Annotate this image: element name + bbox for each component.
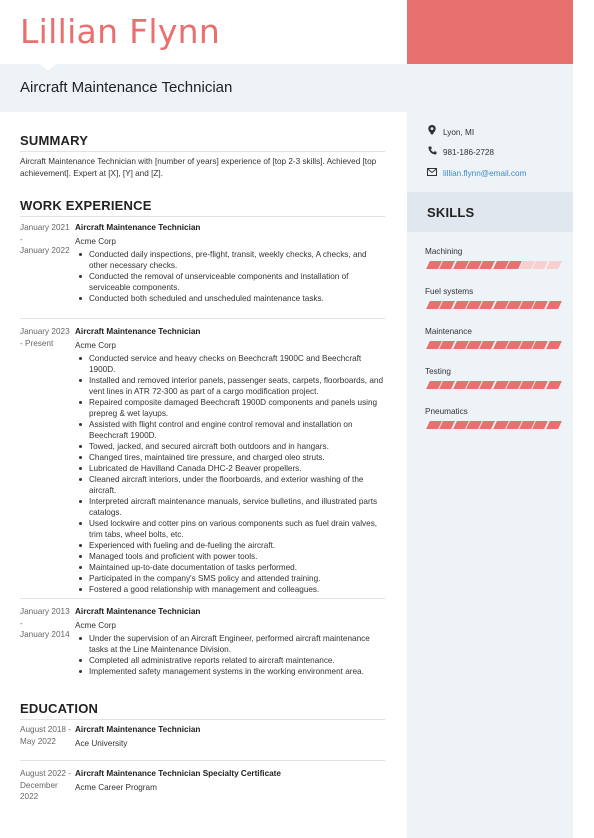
list-item: Under the supervision of an Aircraft Engineer, performed aircraft maintenance tasks at the Line Maintenance Division.: [75, 633, 385, 655]
job-title: Aircraft Maintenance Technician: [20, 79, 233, 96]
date-separator: -: [20, 618, 23, 628]
skill-segment-empty: [546, 261, 562, 269]
skills-header: [407, 192, 573, 232]
education-divider: [20, 719, 385, 720]
skill-label: Maintenance: [425, 327, 472, 336]
list-item: Used lockwire and cotter pins on various components such as fuel drain valves, trim tabs, wheel bolts, etc.: [75, 518, 385, 540]
date-start: January 2021: [20, 223, 70, 232]
list-item: Conducted service and heavy checks on Beechcraft 1900C and Beechcraft 1900D.: [75, 353, 385, 375]
skill-item: [425, 367, 560, 389]
entry-organization: Acme Corp: [75, 340, 116, 350]
job-title-band: [0, 64, 407, 112]
skill-segment-filled: [546, 301, 562, 309]
education-heading: EDUCATION: [20, 701, 99, 716]
list-item: Conducted daily inspections, pre-flight, transit, weekly checks, A checks, and other necessary checks.: [75, 249, 385, 271]
date-start: August 2018 -: [20, 725, 71, 734]
entry-organization: Acme Corp: [75, 236, 116, 246]
phone-icon: [427, 146, 437, 159]
entry-dates: [20, 724, 74, 747]
entry-institution: Acme Career Program: [75, 782, 157, 792]
list-item: Installed and removed interior panels, passenger seats, carpets, floorboards, and vent lines in ATR 72-300 as part of a cargo modification project.: [75, 375, 385, 397]
entry-bullets: [75, 249, 385, 304]
skills-heading: SKILLS: [427, 205, 475, 220]
skill-rating-bar: [425, 421, 560, 429]
list-item: Conducted both scheduled and unscheduled maintenance tasks.: [75, 293, 385, 304]
summary-divider: [20, 151, 385, 152]
skill-item: [425, 247, 560, 269]
contact-phone: [427, 146, 494, 158]
skill-label: Fuel systems: [425, 287, 474, 296]
list-item: Experienced with fueling and de-fueling the aircraft.: [75, 540, 385, 551]
email-link[interactable]: lillian.flynn@email.com: [443, 169, 527, 178]
entry-organization: Acme Corp: [75, 620, 116, 630]
summary-text: Aircraft Maintenance Technician with [number of years] experience of [top 2-3 skills]. Achieved [top achievement]. Expert at [X], [Y] and [Z].: [20, 157, 377, 178]
entry-role: Aircraft Maintenance Technician: [75, 223, 201, 232]
skill-item: [425, 287, 560, 309]
summary-heading: SUMMARY: [20, 133, 89, 148]
list-item: Completed all administrative reports related to aircraft maintenance.: [75, 655, 385, 666]
title-notch: [40, 64, 56, 71]
date-start: January 2023: [20, 327, 70, 336]
date-end: January 2022: [20, 246, 70, 255]
entry-divider: [20, 318, 385, 319]
experience-divider: [20, 216, 385, 217]
list-item: Maintained up-to-date documentation of tasks performed.: [75, 562, 385, 573]
experience-heading: WORK EXPERIENCE: [20, 198, 152, 213]
skill-label: Machining: [425, 247, 463, 256]
date-end: - Present: [20, 338, 54, 348]
date-end: May 2022: [20, 736, 56, 746]
entry-degree: Aircraft Maintenance Technician Specialty Certificate: [75, 769, 281, 778]
skill-rating-bar: [425, 261, 560, 269]
entry-role: Aircraft Maintenance Technician: [75, 327, 201, 336]
entry-bullets: [75, 633, 385, 677]
date-separator: -: [20, 234, 23, 244]
list-item: Participated in the company's SMS policy and attended training.: [75, 573, 385, 584]
skill-segment-filled: [546, 381, 562, 389]
skill-item: [425, 327, 560, 349]
entry-dates: [20, 222, 74, 257]
skill-item: [425, 407, 560, 429]
candidate-name: Lillian Flynn: [20, 12, 221, 51]
list-item: Implemented safety management systems in the working environment area.: [75, 666, 385, 677]
skill-segment-filled: [546, 421, 562, 429]
skill-label: Pneumatics: [425, 407, 468, 416]
entry-divider: [20, 598, 385, 599]
header: [0, 0, 407, 64]
list-item: Towed, jacked, and secured aircraft both outdoors and in hangars.: [75, 441, 385, 452]
date-end: January 2014: [20, 630, 70, 639]
entry-role: Aircraft Maintenance Technician: [75, 607, 201, 616]
entry-bullets: [75, 353, 385, 595]
skill-label: Testing: [425, 367, 451, 376]
list-item: Lubricated de Havilland Canada DHC-2 Beaver propellers.: [75, 463, 385, 474]
skill-rating-bar: [425, 341, 560, 349]
email-icon: [427, 168, 437, 180]
date-start: August 2022 -: [20, 769, 71, 778]
page-margin: [573, 0, 594, 838]
contact-email[interactable]: [427, 168, 526, 180]
location-pin-icon: [427, 125, 437, 139]
date-end: December 2022: [20, 780, 58, 801]
list-item: Conducted the removal of unserviceable components and installation of serviceable components.: [75, 271, 385, 293]
list-item: Assisted with flight control and engine control removal and installation on Beechcraft 1900D.: [75, 419, 385, 441]
date-start: January 2013: [20, 607, 70, 616]
list-item: Fostered a good relationship with management and colleagues.: [75, 584, 385, 595]
entry-dates: [20, 326, 74, 349]
list-item: Changed tires, maintained tire pressure, and charged oleo struts.: [75, 452, 385, 463]
phone-text: 981-186-2728: [443, 148, 494, 157]
sidebar: [407, 64, 573, 838]
entry-divider: [20, 760, 385, 761]
location-text: Lyon, MI: [443, 128, 475, 137]
list-item: Interpreted aircraft maintenance manuals, service bulletins, and illustrated parts catalogs.: [75, 496, 385, 518]
list-item: Managed tools and proficient with power tools.: [75, 551, 385, 562]
entry-dates: [20, 768, 74, 803]
entry-institution: Ace University: [75, 738, 128, 748]
header-accent-block: [407, 0, 573, 64]
entry-degree: Aircraft Maintenance Technician: [75, 725, 201, 734]
skill-rating-bar: [425, 381, 560, 389]
list-item: Cleaned aircraft interiors, under the floorboards, and exterior washing of the aircraft.: [75, 474, 385, 496]
skill-segment-filled: [546, 341, 562, 349]
entry-dates: [20, 606, 74, 641]
list-item: Repaired composite damaged Beechcraft 1900D components and panels using prepreg & wet layups.: [75, 397, 385, 419]
skill-rating-bar: [425, 301, 560, 309]
contact-location: [427, 125, 474, 137]
